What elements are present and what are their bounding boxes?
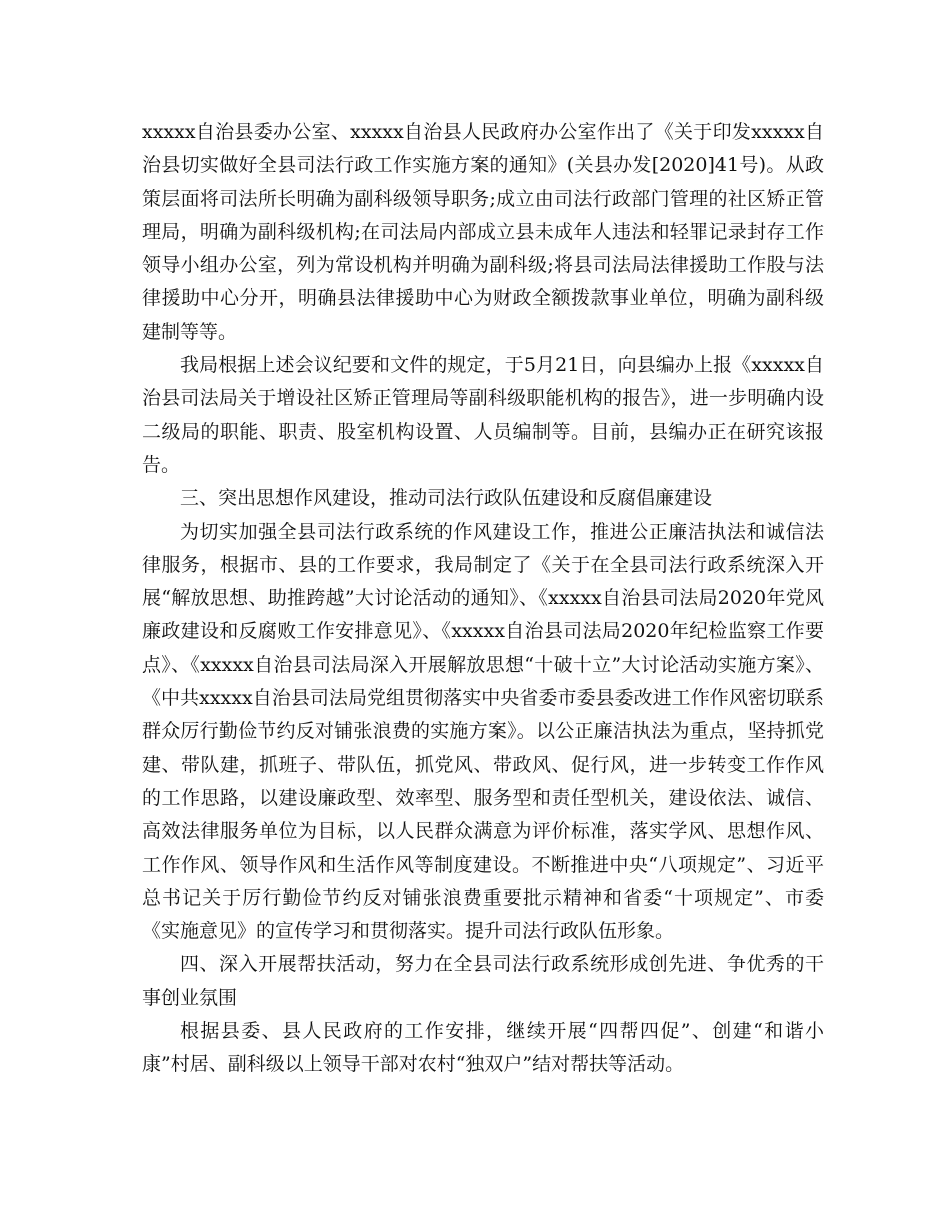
- paragraph-4: 为切实加强全县司法行政系统的作风建设工作，推进公正廉洁执法和诚信法律服务，根据市、县的工作要求，我局制定了《关于在全县司法行政系统深入开展“解放思想、助推跨越”大讨论活动的通知》、《xxxxx自治县司法局2020年党风廉政建设和反腐败工作安排意见》、《xxxxx自治县司法局2020年纪检监察工作要点》、《xxxxx自治县司法局深入开展解放思想“十破十立”大讨论活动实施方案》、《中共xxxxx自治县司法局党组贯彻落实中央省委市委县委改进工作作风密切联系群众厉行勤俭节约反对铺张浪费的实施方案》。以公正廉洁执法为重点，坚持抓党建、带队建，抓班子、带队伍，抓党风、带政风、促行风，进一步转变工作作风的工作思路，以建设廉政型、效率型、服务型和责任型机关，建设依法、诚信、高效法律服务单位为目标，以人民群众满意为评价标准，落实学风、思想作风、工作作风、领导作风和生活作风等制度建设。不断推进中央“八项规定”、习近平总书记关于厉行勤俭节约反对铺张浪费重要批示精神和省委“十项规定”、市委《实施意见》的宣传学习和贯彻落实。提升司法行政队伍形象。: [142, 520, 824, 943]
- section-heading-4: 四、深入开展帮扶活动，努力在全县司法行政系统形成创先进、争优秀的干事创业氛围: [142, 953, 824, 1009]
- paragraph-2: 我局根据上述会议纪要和文件的规定，于5月21日，向县编办上报《xxxxx自治县司法局关于增设社区矫正管理局等副科级职能机构的报告》，进一步明确内设二级局的职能、职责、股室机构设置、人员编制等。目前，县编办正在研究该报告。: [142, 354, 824, 476]
- document-body: [142, 116, 824, 1082]
- paragraph-1: xxxxx自治县委办公室、xxxxx自治县人民政府办公室作出了《关于印发xxxxx自治县切实做好全县司法行政工作实施方案的通知》(关县办发[2020]41号)。从政策层面将司法所长明确为副科级领导职务;成立由司法行政部门管理的社区矫正管理局，明确为副科级机构;在司法局内部成立县未成年人违法和轻罪记录封存工作领导小组办公室，列为常设机构并明确为副科级;将县司法局法律援助工作股与法律援助中心分开，明确县法律援助中心为财政全额拨款事业单位，明确为副科级建制等等。: [142, 121, 824, 343]
- paragraph-6: 根据县委、县人民政府的工作安排，继续开展“四帮四促”、创建“和谐小康”村居、副科级以上领导干部对农村“独双户”结对帮扶等活动。: [142, 1020, 824, 1076]
- section-heading-3: 三、突出思想作风建设，推动司法行政队伍建设和反腐倡廉建设: [180, 487, 713, 510]
